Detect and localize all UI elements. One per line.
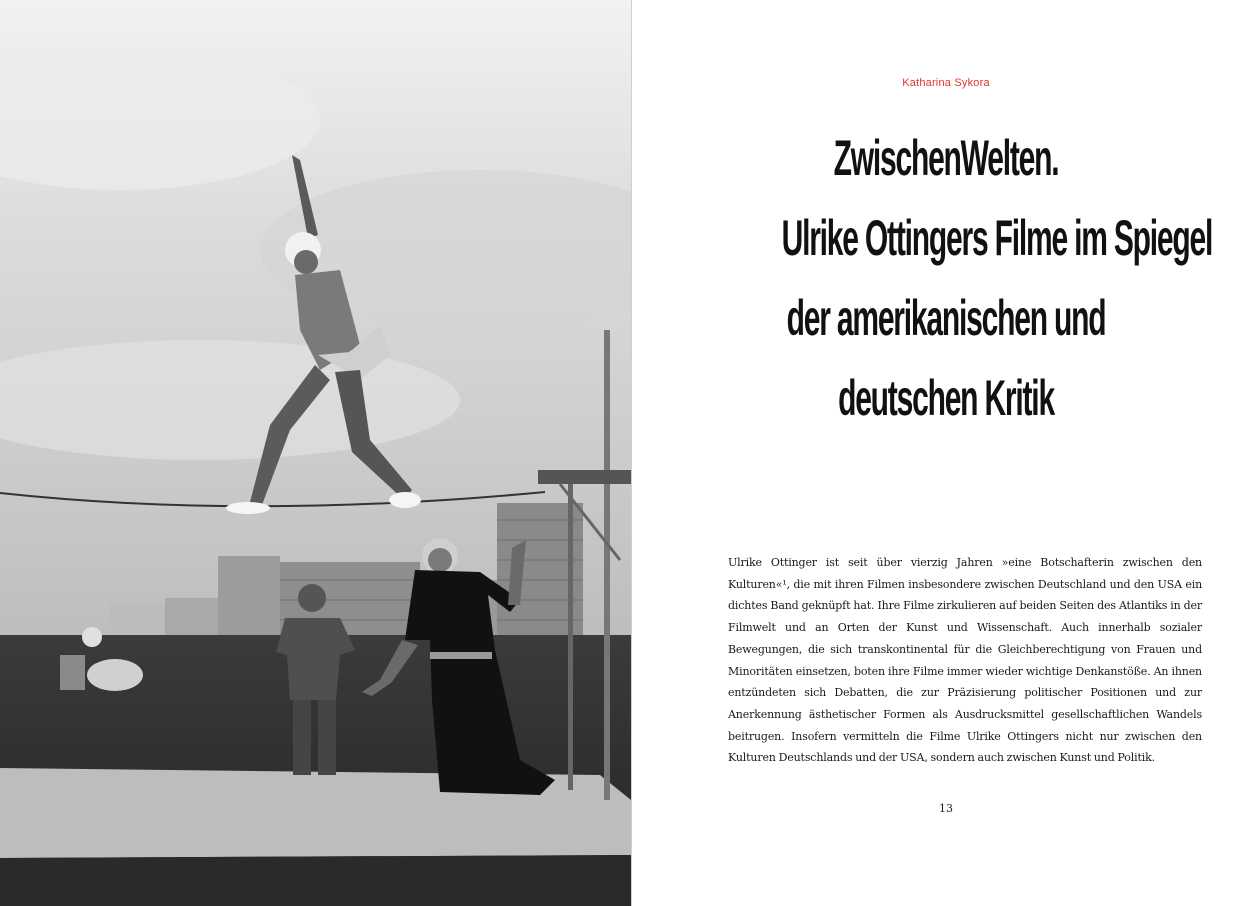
body-paragraph: Ulrike Ottinger ist seit über vierzig Jahren »eine Botschafterin zwischen den Kulturen«¹, die mit ihren Filmen insbesondere zwischen Deutschland und den USA ein dichtes Band geknüpft hat. Ihre Filme zirkulieren auf beiden Seiten des Atlantiks in der Filmwelt und an Orten der Kunst und Wissenschaft. Auch innerhalb sozialer Bewegungen, die sich transkontinental für die Gleichberechtigung von Frauen und Minoritäten einsetzen, boten ihre Filme immer wieder wichtige Denkanstöße. An ihnen entzündeten sich Debatten, die zur Präzisierung politischer Positionen und zur Anerkennung ästhetischer Formen als Ausdrucksmittel gesellschaftlichen Wandels beitrugen. Insofern vermitteln die Filme Ulrike Ottingers nicht nur zwischen den Kulturen Deutschlands und der USA, sondern auch zwischen Kunst und Politik. xyxy=(728,556,1202,765)
title-line: Ulrike Ottingers Filme im Spiegel xyxy=(781,210,1213,266)
essay-title xyxy=(672,118,1220,438)
title-line: ZwischenWelten. xyxy=(833,130,1059,186)
title-line: der amerikanischen und xyxy=(786,290,1106,346)
author-name: Katharina Sykora xyxy=(902,77,990,89)
title-line: deutschen Kritik xyxy=(838,370,1054,426)
page-number: 13 xyxy=(939,802,953,815)
right-page xyxy=(632,0,1260,906)
